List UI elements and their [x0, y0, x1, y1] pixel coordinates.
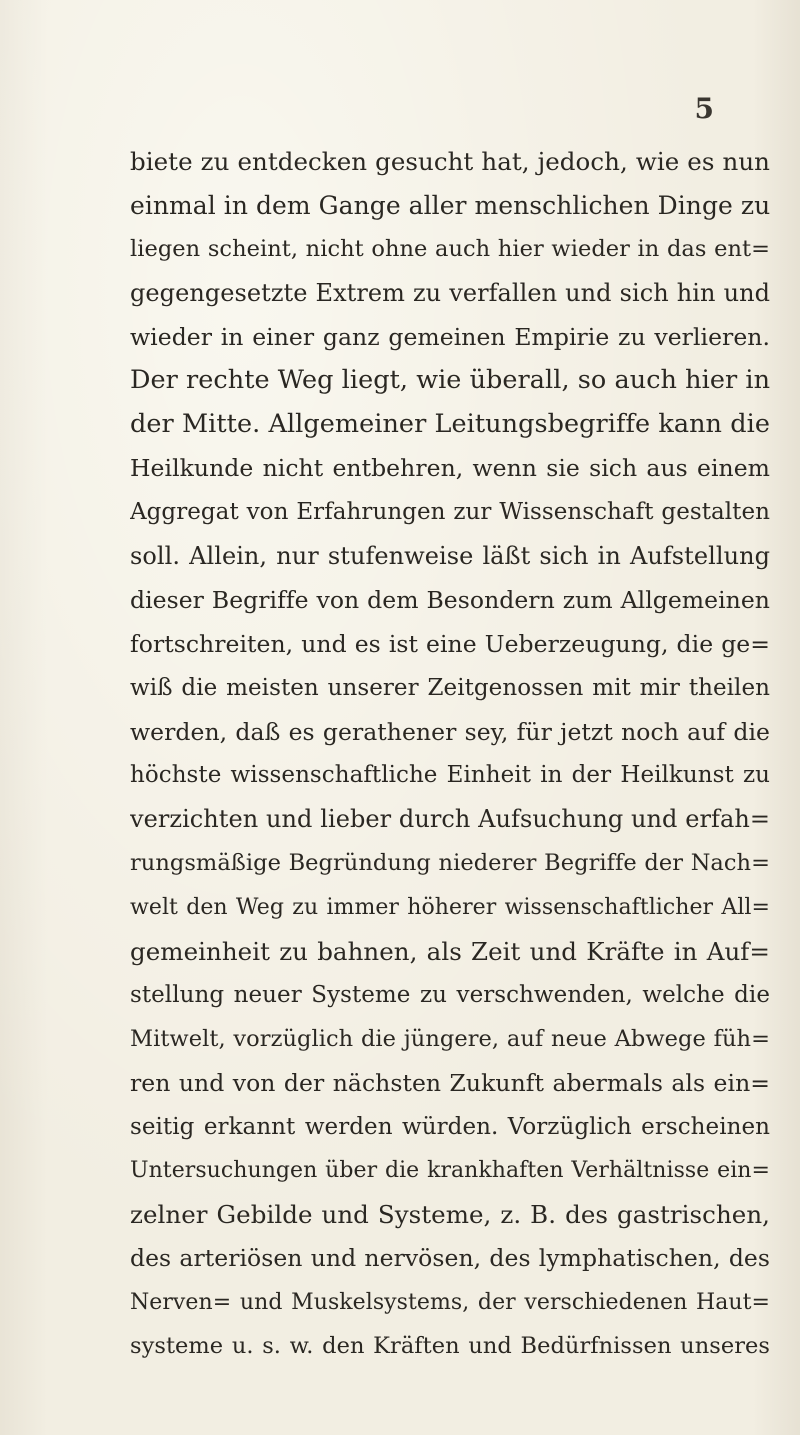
text-line-24: Untersuchungen über die krankhaften Verhältnisse ein=: [130, 1158, 770, 1184]
text-line-25: zelner Gebilde und Systeme, z. B. des gastrischen,: [130, 1200, 770, 1230]
text-line-4: gegengesetzte Extrem zu verfallen und sich hin und: [130, 278, 770, 307]
text-line-1: biete zu entdecken gesucht hat, jedoch, wie es nun: [130, 147, 770, 176]
text-line-13: wiß die meisten unserer Zeitgenossen mit mir theilen: [130, 674, 770, 701]
text-line-5: wieder in einer ganz gemeinen Empirie zu verlieren.: [130, 322, 770, 351]
text-line-9: Aggregat von Erfahrungen zur Wissenschaft gestalten: [130, 499, 770, 526]
text-line-10: soll. Allein, nur stufenweise läßt sich in Aufstellung: [130, 542, 770, 571]
text-line-27: Nerven= und Muskelsystems, der verschiedenen Haut=: [130, 1290, 770, 1316]
text-line-22: ren und von der nächsten Zukunft abermals als ein=: [130, 1068, 770, 1097]
text-line-12: fortschreiten, und es ist eine Ueberzeugung, die ge=: [130, 629, 770, 658]
text-line-21: Mitwelt, vorzüglich die jüngere, auf neue Abwege füh=: [130, 1025, 770, 1052]
text-line-15: höchste wissenschaftliche Einheit in der Heilkunst zu: [130, 762, 770, 789]
text-line-20: stellung neuer Systeme zu verschwenden, welche die: [130, 981, 770, 1008]
text-line-11: dieser Begriffe von dem Besondern zum Allgemeinen: [130, 585, 770, 614]
text-line-16: verzichten und lieber durch Aufsuchung und erfah=: [130, 805, 770, 834]
text-line-3: liegen scheint, nicht ohne auch hier wieder in das ent=: [130, 235, 770, 262]
page-number: 5: [694, 92, 714, 125]
text-line-28: systeme u. s. w. den Kräften und Bedürfnissen unseres: [130, 1333, 770, 1360]
text-line-7: der Mitte. Allgemeiner Leitungsbegriffe kann die: [130, 409, 770, 440]
text-line-6: Der rechte Weg liegt, wie überall, so auch hier in: [130, 365, 770, 396]
text-line-2: einmal in dem Gange aller menschlichen Dinge zu: [130, 190, 770, 220]
body-text: [130, 140, 770, 1369]
text-line-17: rungsmäßige Begründung niederer Begriffe der Nach=: [130, 850, 770, 877]
text-line-14: werden, daß es gerathener sey, für jetzt noch auf die: [130, 717, 770, 746]
text-line-23: seitig erkannt werden würden. Vorzüglich erscheinen: [130, 1113, 770, 1140]
text-line-26: des arteriösen und nervösen, des lymphatischen, des: [130, 1244, 770, 1273]
text-line-19: gemeinheit zu bahnen, als Zeit und Kräfte in Auf=: [130, 937, 770, 967]
text-line-18: welt den Weg zu immer höherer wissenschaftlicher All=: [130, 895, 770, 921]
text-line-8: Heilkunde nicht entbehren, wenn sie sich aus einem: [130, 454, 770, 483]
